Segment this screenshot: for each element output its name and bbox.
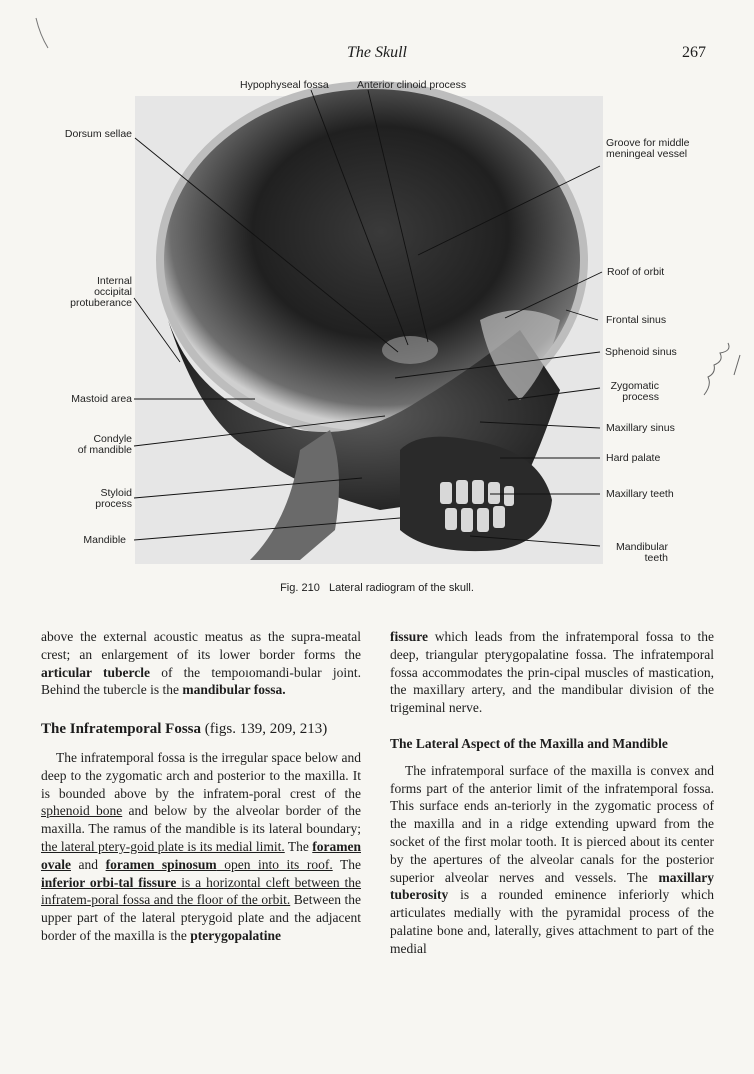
paragraph: fissure which leads from the infratemporal fossa to the deep, triangular pterygopalatine fossa. The infratemporal fossa accommodates the prin-cipal muscles of mastication, the maxillary artery, and the mandibular division of the trigeminal nerve.: [390, 629, 714, 716]
section-heading-infratemporal: The Infratemporal Fossa (figs. 139, 209, 213): [41, 721, 328, 738]
running-title: The Skull: [347, 44, 407, 61]
paragraph: The infratemporal fossa is the irregular space below and deep to the zygomatic arch and posterior to the maxilla. It is bounded above by the infratem-poral crest of the sphenoid bone and below by the alveolar border of the maxilla. The ramus of the mandible is its lateral boundary; the lateral ptery-goid plate is its medial limit. The foramen ovale and foramen spinosum open into its roof. The inferior orbi-tal fissure is a horizontal cleft between the infratem-poral fossa and the floor of the orbit. Between the upper part of the lateral pterygoid plate and the adjacent border of the maxilla is the pterygopalatine: [41, 749, 362, 943]
caption-text: Lateral radiogram of the skull.: [329, 582, 474, 594]
label-anterior-clinoid: Anterior clinoid process: [357, 79, 467, 91]
paragraph: above the external acoustic meatus as the supra-meatal crest; an enlargement of its lower border forms the articular tubercle of the tempoıomandi-bular joint. Behind the tubercle is the mandibular fossa.: [41, 629, 361, 698]
label-zygomatic-process: Zygomatic process: [610, 380, 659, 403]
label-mastoid-area: Mastoid area: [71, 393, 132, 405]
label-internal-occipital: Internal occipital protuberance: [70, 275, 132, 309]
label-maxillary-teeth: Maxillary teeth: [606, 488, 674, 500]
pencil-mark-icon: [28, 10, 68, 60]
right-column: [390, 628, 714, 958]
label-frontal-sinus: Frontal sinus: [606, 314, 667, 326]
label-roof-orbit: Roof of orbit: [607, 266, 665, 278]
figure-caption: [0, 582, 754, 594]
label-mandibular-teeth: Mandibular teeth: [616, 541, 668, 564]
skull-radiogram-figure: [0, 70, 754, 570]
label-hard-palate: Hard palate: [606, 452, 661, 464]
paragraph: The infratemporal surface of the maxilla is convex and forms part of the anterior limit of the infratemporal fossa. This surface ends an-teriorly in the zygomatic process of the maxilla and in a ridge extending upward from the socket of the first molar tooth. It is pierced about its center by the apertures of the alveolar canals for the posterior superior alveolar nerves and vessels. The maxillary tuberosity is a rounded eminence inferiorly which articulates medially with the pyramidal process of the palatine bone and, laterally, gives attachment to part of the medial: [390, 762, 714, 956]
section-heading-lateral-aspect: The Lateral Aspect of the Maxilla and Mandible: [390, 735, 668, 751]
label-hypophyseal-fossa: Hypophyseal fossa: [240, 79, 329, 91]
label-mandible: Mandible: [83, 534, 126, 546]
page-number: 267: [682, 44, 706, 61]
caption-number: Fig. 210: [280, 582, 320, 594]
label-styloid-process: Styloid process: [95, 487, 132, 510]
label-groove-meningeal: Groove for middle meningeal vessel: [606, 137, 690, 160]
label-maxillary-sinus: Maxillary sinus: [606, 422, 675, 434]
left-column: [41, 628, 361, 945]
label-condyle: Condyle of mandible: [77, 433, 132, 456]
label-sphenoid-sinus: Sphenoid sinus: [605, 346, 677, 358]
label-dorsum-sellae: Dorsum sellae: [64, 128, 132, 140]
